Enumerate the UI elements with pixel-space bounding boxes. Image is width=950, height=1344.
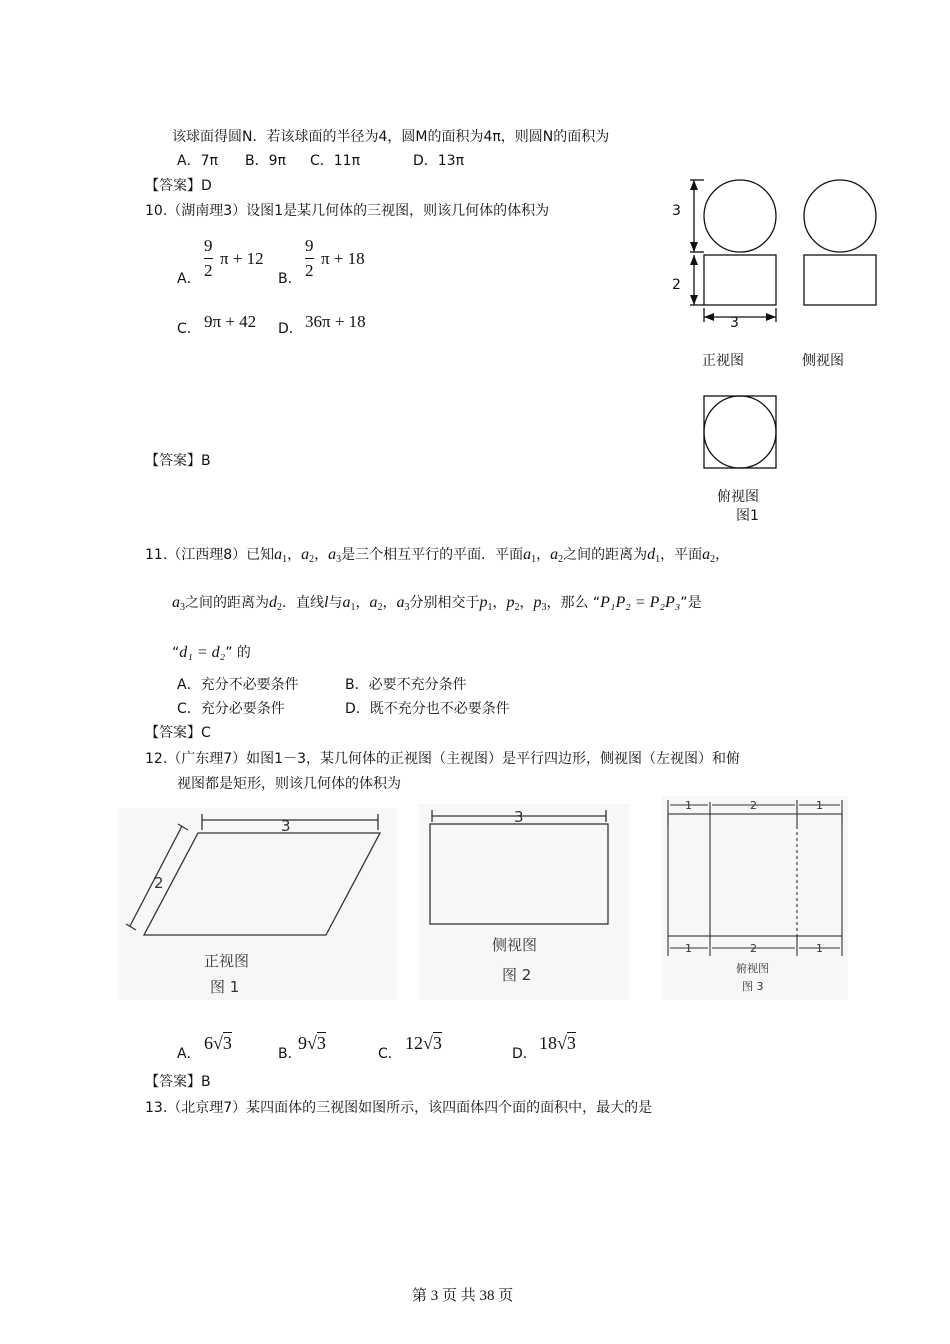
var-p1: p xyxy=(479,594,488,611)
fig3-caption: 图 3 xyxy=(742,980,764,993)
q10-option-a-tail: π + 12 xyxy=(220,249,264,268)
q13-stem: 13.（北京理7）某四面体的三视图如图所示，该四面体四个面的面积中，最大的是 xyxy=(145,1100,653,1116)
top-view-circle xyxy=(704,396,776,468)
fig1-dim-top: 3 xyxy=(281,817,291,835)
var-l: l xyxy=(324,594,329,611)
front-view-circle xyxy=(704,180,776,252)
q9-option-b: B．9π xyxy=(245,153,286,169)
fraction-denominator: 2 xyxy=(204,261,213,280)
page-footer: 第 3 页 共 38 页 xyxy=(412,1288,514,1304)
q10-stem: 10.（湖南理3）设图1是某几何体的三视图，则该几何体的体积为 xyxy=(145,203,550,219)
fig1-label: 正视图 xyxy=(204,952,250,970)
q11-option-c: C．充分必要条件 xyxy=(177,701,285,717)
q9-option-d: D．13π xyxy=(413,153,465,169)
q11-line2: $a_3$之间的距离为$d_2$．直线l与$a_1$，$a_2$，$a_3$分别相交于$p_1$，$p_2$，$p_3$，那么 “P₁P₂ = P₂P₃”是 xyxy=(172,594,702,613)
fraction-bar xyxy=(204,258,213,259)
q12-option-b: 9√3 xyxy=(298,1033,326,1053)
top-view-label: 俯视图 xyxy=(717,489,759,505)
q11-text2: 之间的距离为 xyxy=(563,547,648,563)
q11-text7: 分别相交于 xyxy=(409,595,480,611)
q10-option-a-fraction xyxy=(204,236,213,281)
q11-text4: 之间的距离为 xyxy=(185,595,269,611)
fig1-caption: 图 1 xyxy=(210,978,240,996)
q12-option-b-label: B． xyxy=(278,1046,302,1062)
q11-text9: 是 xyxy=(687,595,702,611)
fig2-label: 侧视图 xyxy=(492,936,538,954)
q11-line1: 11.（江西理8）已知$a_1$，$a_2$，$a_3$是三个相互平行的平面．平面$a_1$，$a_2$之间的距离为$d_1$，平面$a_2$， xyxy=(145,546,730,565)
fig3-dim-3: 1 xyxy=(816,799,823,812)
q11-text5: ．直线 xyxy=(282,595,324,611)
q11-text8: ，那么 xyxy=(546,595,589,611)
fraction-numerator: 9 xyxy=(305,236,314,255)
fig3-dim-2: 2 xyxy=(750,799,757,812)
fig3-label: 俯视图 xyxy=(736,962,769,975)
q10-option-d-label: D． xyxy=(278,321,303,337)
fraction-bar xyxy=(305,258,314,259)
q12-stem-line2: 视图都是矩形，则该几何体的体积为 xyxy=(177,776,401,792)
q9-stem: 该球面得圆N．若该球面的半径为4，圆M的面积为4π，则圆N的面积为 xyxy=(172,129,610,145)
fig3-dim-1-bottom: 1 xyxy=(685,942,692,955)
q12-option-c: 12√3 xyxy=(405,1033,442,1053)
q10-option-c-label: C． xyxy=(177,321,201,337)
q10-option-c: 9π + 42 xyxy=(204,312,257,331)
var-d1: d xyxy=(647,546,656,563)
fraction-numerator: 9 xyxy=(204,236,213,255)
q12-option-c-label: C． xyxy=(378,1046,402,1062)
dim-3-bottom: 3 xyxy=(730,315,739,331)
front-view-label: 正视图 xyxy=(702,353,744,369)
fig3-dim-3-bottom: 1 xyxy=(816,942,823,955)
fig3-dim-1: 1 xyxy=(685,799,692,812)
q12-option-d: 18√3 xyxy=(539,1033,576,1053)
q10-answer: 【答案】B xyxy=(145,453,211,469)
q12-stem-line1: 12.（广东理7）如图1－3，某几何体的正视图（主视图）是平行四边形，侧视图（左视图）和俯 xyxy=(145,751,740,767)
q11-option-d: D．既不充分也不必要条件 xyxy=(345,701,510,717)
q12-figure-2 xyxy=(418,804,630,1000)
q11-text3: ，平面 xyxy=(660,547,703,563)
var-a2: a xyxy=(301,546,310,563)
q9-option-c: C．11π xyxy=(310,153,361,169)
q11-option-b: B．必要不充分条件 xyxy=(345,677,467,693)
fraction-denominator: 2 xyxy=(305,261,314,280)
q12-option-a-label: A． xyxy=(177,1046,201,1062)
side-view-circle xyxy=(804,180,876,252)
q12-figure-1 xyxy=(118,808,398,1000)
side-view-rect xyxy=(804,255,876,305)
q9-option-a: A．7π xyxy=(177,153,218,169)
fig3-dim-2-bottom: 2 xyxy=(750,942,757,955)
q12-figure-3 xyxy=(662,796,848,1000)
q12-answer: 【答案】B xyxy=(145,1074,211,1090)
fig1-dim-side: 2 xyxy=(154,874,164,892)
q11-text10: 的 xyxy=(236,645,251,661)
q10-option-a-label: A． xyxy=(177,271,201,287)
q11-line3: “d₁ = d₂” 的 xyxy=(172,644,251,661)
q12-option-a: 6√3 xyxy=(204,1033,232,1053)
q11-answer: 【答案】C xyxy=(145,725,211,741)
q10-option-b-label: B． xyxy=(278,271,302,287)
dim-3-top: 3 xyxy=(672,203,681,219)
q9-answer: 【答案】D xyxy=(145,178,212,194)
q11-text6: 与 xyxy=(328,595,343,611)
fig2-caption: 图 2 xyxy=(502,966,532,984)
var-a3: a xyxy=(328,546,337,563)
side-view-label: 侧视图 xyxy=(802,353,844,369)
fig2-dim-top: 3 xyxy=(514,808,524,826)
var-a1: a xyxy=(274,546,283,563)
dim-2: 2 xyxy=(672,277,681,293)
q12-option-d-label: D． xyxy=(512,1046,537,1062)
q10-option-d: 36π + 18 xyxy=(305,312,366,331)
figure-caption: 图1 xyxy=(736,508,759,524)
condition-p1p2-p2p3: P₁P₂ = P₂P₃ xyxy=(600,594,681,611)
q10-option-b-tail: π + 18 xyxy=(321,249,365,268)
q10-option-b-fraction xyxy=(305,236,314,281)
q11-stem-start: 11.（江西理8）已知 xyxy=(145,547,275,563)
q10-three-view-figure xyxy=(660,170,900,530)
q11-option-a: A．充分不必要条件 xyxy=(177,677,299,693)
front-view-rect xyxy=(704,255,776,305)
condition-d1-d2: d₁ = d₂ xyxy=(179,644,226,661)
q11-text1: 是三个相互平行的平面．平面 xyxy=(341,547,524,563)
